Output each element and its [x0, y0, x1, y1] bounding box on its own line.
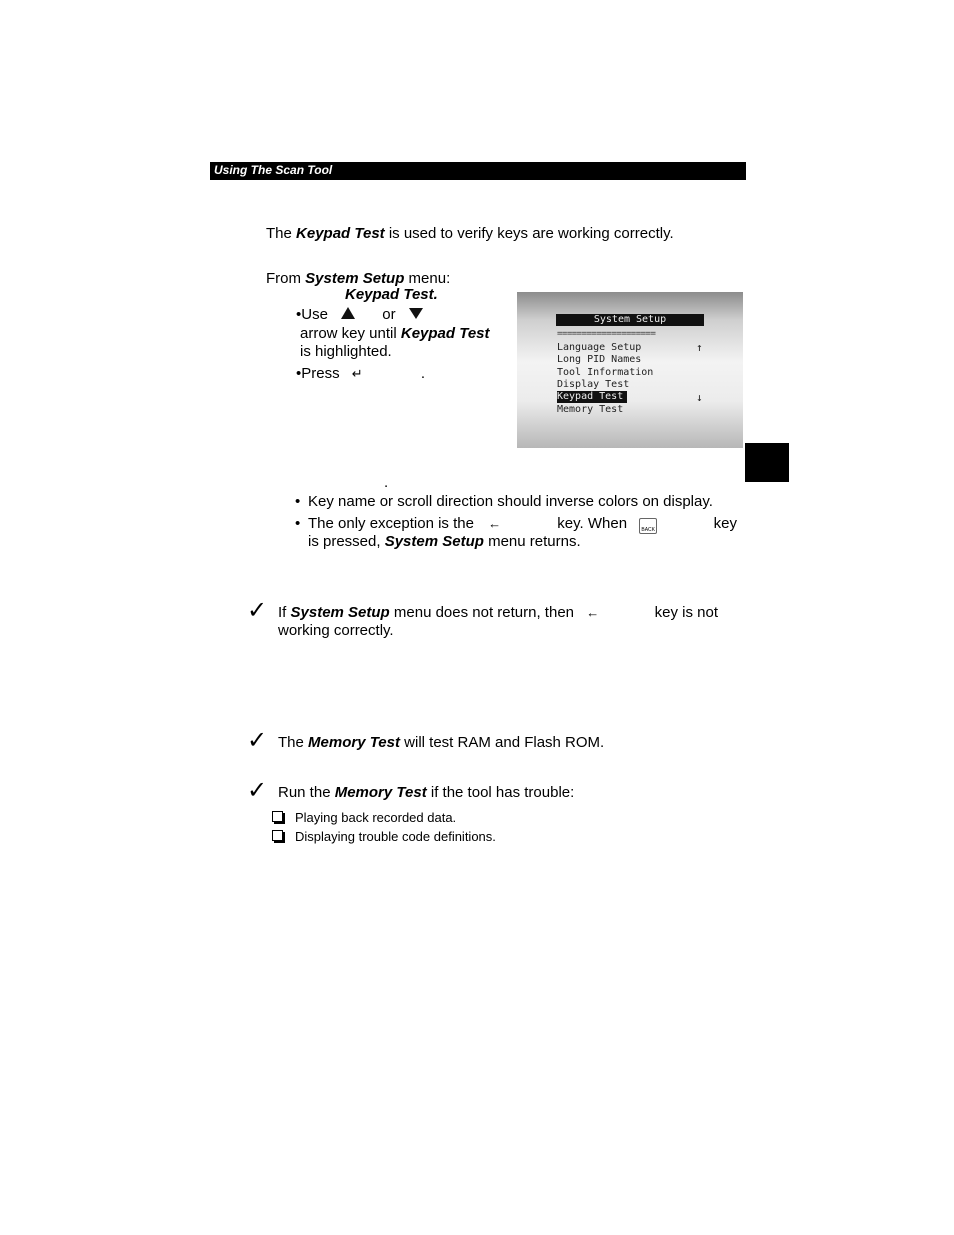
arrow-key-instruction: arrow key until Keypad Test — [300, 325, 490, 342]
back-key-icon: BACK — [639, 518, 657, 534]
note-run-memory-test: Run the Memory Test if the tool has trouble: — [278, 784, 575, 801]
lcd-item-language-setup: Language Setup — [557, 342, 642, 353]
up-arrow-key-icon — [340, 306, 356, 320]
list-item: Playing back recorded data. — [272, 809, 456, 827]
back-arrow-icon: ← — [586, 605, 600, 620]
lcd-title: System Setup — [556, 314, 704, 326]
bullet-marker: • — [295, 493, 301, 510]
section-header-title: Using The Scan Tool — [214, 163, 333, 177]
keypad-test-subtitle: Keypad Test. — [345, 286, 438, 303]
lcd-item-long-pid-names: Long PID Names — [557, 354, 642, 365]
use-arrow-step: •Use or — [296, 306, 424, 324]
checkmark-icon: ✓ — [247, 596, 268, 624]
checkbox-square-icon — [272, 830, 283, 841]
lcd-scroll-down-icon: ↓ — [696, 391, 703, 404]
press-enter-step: •Press ↵ . — [296, 365, 426, 382]
lcd-display — [517, 292, 743, 448]
back-arrow-icon: ← — [488, 516, 502, 531]
bullet-marker: • — [295, 515, 301, 532]
enter-key-icon: ↵ — [351, 366, 363, 381]
lcd-item-display-test: Display Test — [557, 379, 630, 390]
chapter-side-tab — [745, 443, 789, 482]
note-memory-test-purpose: The Memory Test will test RAM and Flash ROM. — [278, 734, 605, 751]
list-item: Displaying trouble code definitions. — [272, 828, 496, 846]
section-header-bar — [210, 162, 746, 180]
stray-period: . — [384, 474, 389, 491]
note-system-setup-not-return: If System Setup menu does not return, then ← key is not — [278, 604, 718, 621]
lcd-scroll-up-icon: ↑ — [696, 341, 703, 354]
down-arrow-key-icon — [408, 306, 424, 320]
intro-paragraph: The Keypad Test is used to verify keys are working correctly. — [266, 225, 674, 242]
lcd-item-tool-information: Tool Information — [557, 367, 654, 378]
bullet-exception-line1: The only exception is the ← key. When BACK key — [308, 515, 737, 533]
highlighted-instruction: is highlighted. — [300, 343, 392, 360]
note-system-setup-line2: working correctly. — [278, 622, 394, 639]
lcd-item-keypad-test-selected: Keypad Test — [557, 391, 627, 403]
bullet-exception-line2: is pressed, System Setup menu returns. — [308, 533, 581, 550]
lcd-separator: ==================== — [557, 329, 656, 339]
bullet-inverse-colors: Key name or scroll direction should inverse colors on display. — [308, 493, 713, 510]
checkmark-icon: ✓ — [247, 726, 268, 754]
lcd-item-memory-test: Memory Test — [557, 404, 624, 415]
checkbox-square-icon — [272, 811, 283, 822]
from-menu-line: From System Setup menu: — [266, 270, 451, 287]
checkmark-icon: ✓ — [247, 776, 268, 804]
